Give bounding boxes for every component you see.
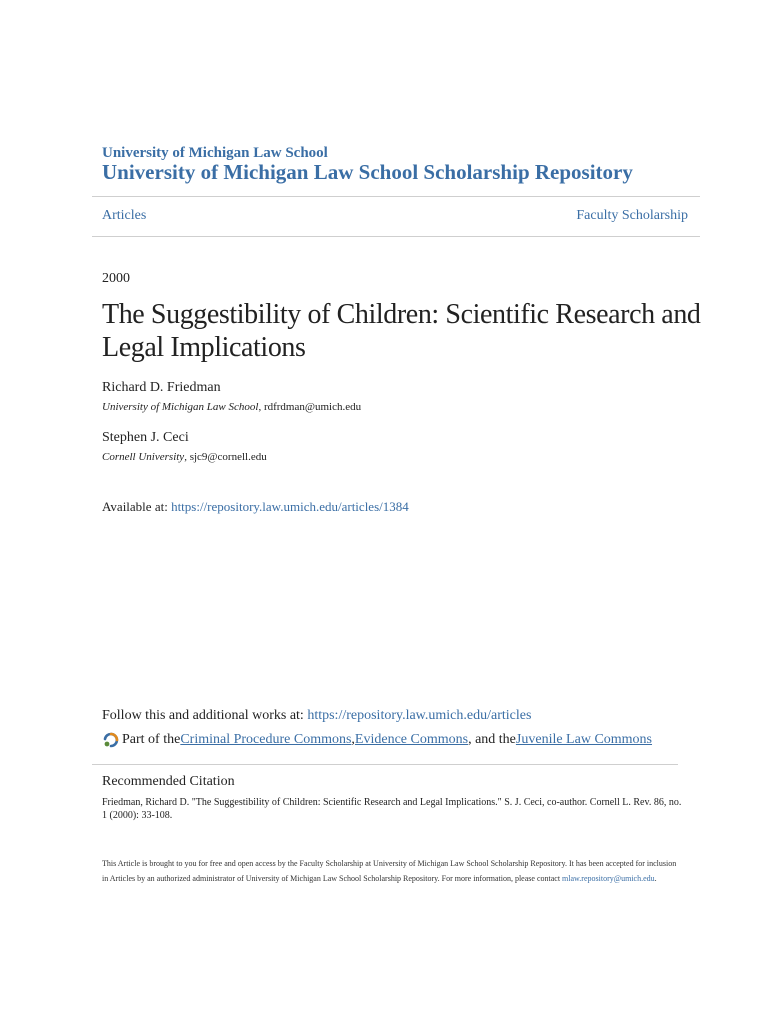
author-affiliation [102,451,267,463]
repository-title[interactable]: University of Michigan Law School Scholarship Repository [102,160,633,184]
publication-year: 2000 [102,271,130,286]
part-of-prefix: Part of the [122,732,181,747]
divider [92,236,700,237]
author-affiliation [102,401,361,413]
part-of-line [102,731,652,749]
commons-separator: , [351,732,355,747]
affiliation-name: University of Michigan Law School [102,401,259,413]
follow-line [102,708,531,724]
commons-separator: , and the [468,732,516,747]
contact-email-link[interactable]: mlaw.repository@umich.edu [562,874,655,883]
author-name: Stephen J. Ceci [102,430,189,445]
footer-notice [102,856,682,886]
author-name: Richard D. Friedman [102,380,221,395]
nav-link-faculty-scholarship[interactable]: Faculty Scholarship [576,208,688,223]
follow-label: Follow this and additional works at: [102,708,308,723]
divider [92,764,678,765]
author-email: , rdfrdman@umich.edu [258,401,362,413]
divider [92,196,700,197]
available-label: Available at: [102,499,172,514]
article-url-link[interactable]: https://repository.law.umich.edu/articles/1384 [171,499,409,514]
article-title: The Suggestibility of Children: Scientific Research and Legal Implications [102,299,701,363]
nav-link-articles[interactable]: Articles [102,208,147,223]
affiliation-name: Cornell University [102,451,185,463]
footer-end: . [654,874,657,883]
institution-name-small[interactable]: University of Michigan Law School [102,145,328,161]
commons-link-juvenile-law[interactable]: Juvenile Law Commons [515,732,653,747]
network-icon [102,731,120,749]
citation-heading: Recommended Citation [102,774,235,789]
author-email: , sjc9@cornell.edu [184,451,267,463]
commons-link-evidence[interactable]: Evidence Commons [354,732,469,747]
citation-text: Friedman, Richard D. "The Suggestibility of Children: Scientific Research and Legal Implications." S. J. Ceci, co-author. Cornell L. Rev. 86, no. 1 (2000): 33-108. [102,797,682,821]
collection-url-link[interactable]: https://repository.law.umich.edu/articles [307,708,532,723]
footer-text: This Article is brought to you for free and open access by the Faculty Scholarship at University of Michigan Law School Scholarship Repository. It has been accepted for inclusion in Articles by an authorized administrator of University of Michigan Law School Scholarship Repository. For more information, please contact [102,859,677,883]
available-at [102,499,409,515]
commons-link-criminal-procedure[interactable]: Criminal Procedure Commons [180,732,352,747]
